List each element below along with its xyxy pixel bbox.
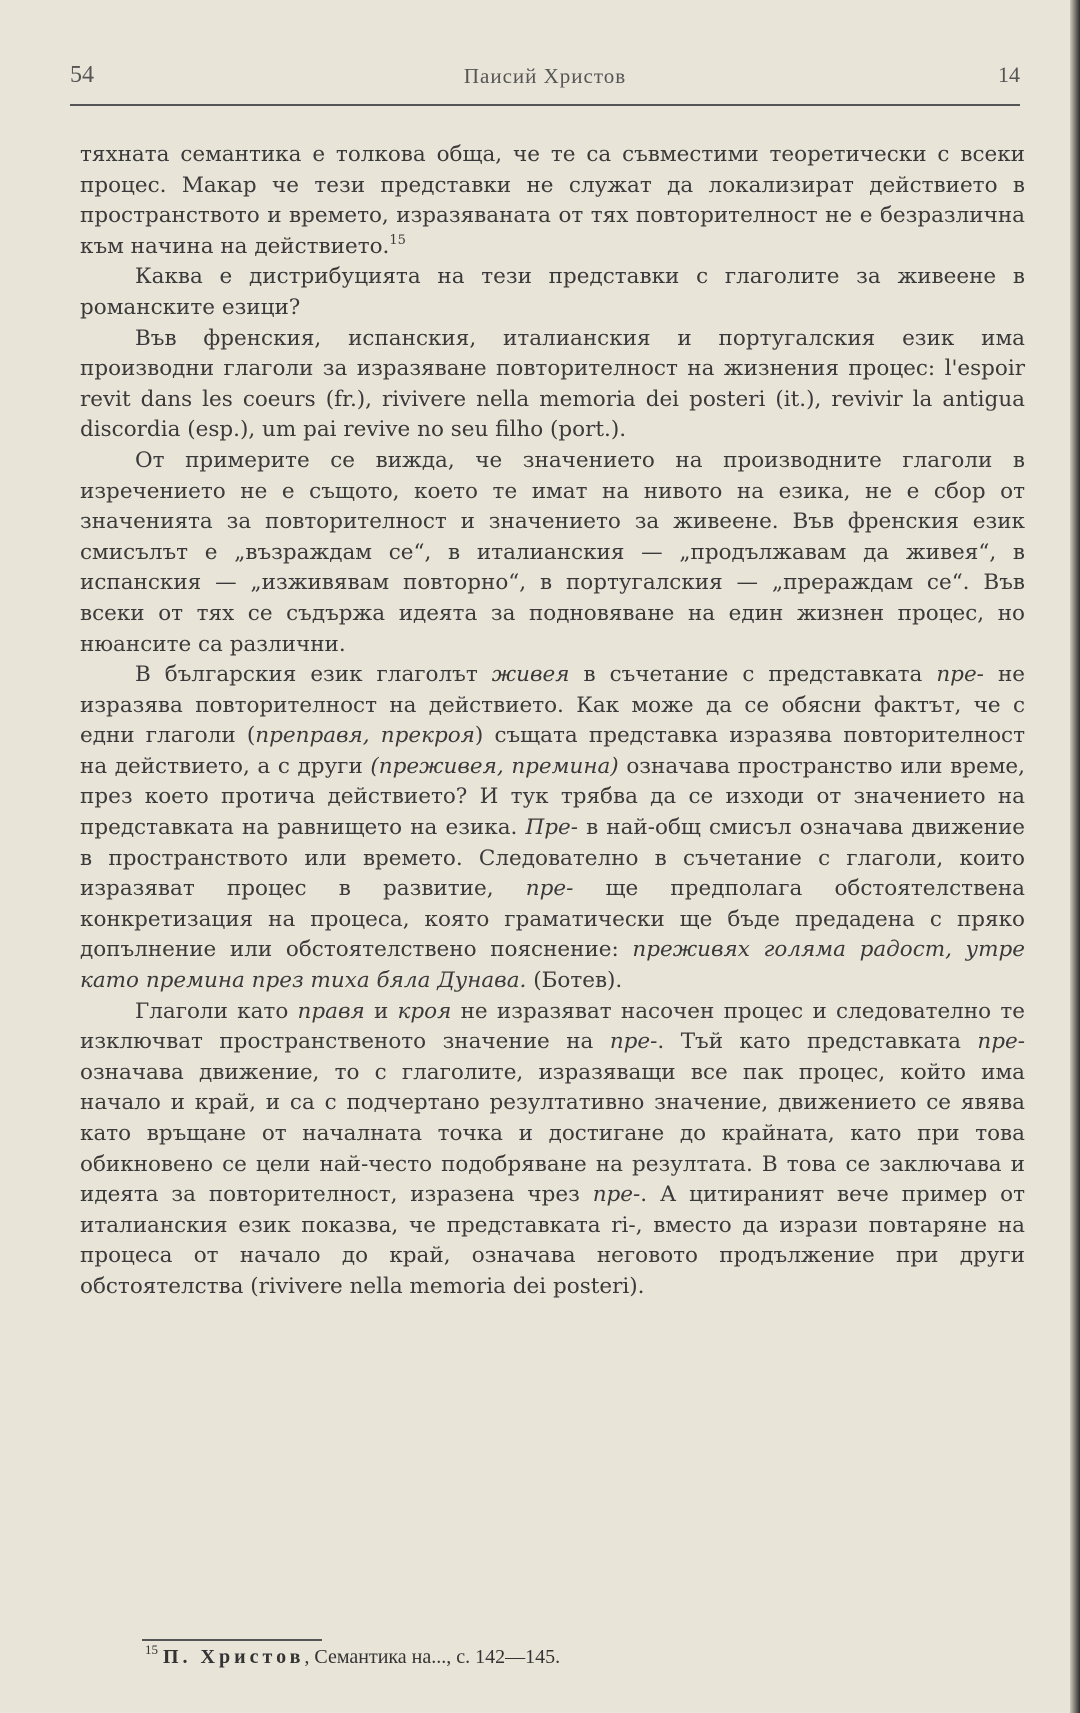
body-text: [80, 140, 1025, 1303]
italic-term: кроя: [397, 998, 452, 1024]
paragraph-p5: [80, 660, 1025, 997]
text-run: В българския език глаголът: [135, 662, 492, 688]
italic-term: пре-: [525, 876, 574, 902]
text-run: От примерите се вижда, че значението на производните глаголи в изречението не е същото, което те имат на нивото на езика, не е сбор от значенията за повторителност и значението за живеене. Във френския език смисълът е „възраждам се“, в италианския — „продължавам да живея“, в испанския — „изживявам повторно“, в португалския — „прераждам се“. Във всеки от тях се съдържа идеята за подновяване на един жизнен процес, но нюансите са различни.: [80, 447, 1025, 657]
page-number: 54: [70, 62, 94, 88]
italic-term: пре-: [977, 1029, 1025, 1055]
text-run: Във френския, испанския, италианския и португалския език има производни глаголи за изразяване повторителност на жизнения процес: l'espoir revit dans les coeurs (fr.), rivivere nella memoria dei posteri (it.), revivir la antigua discordia (esp.), um pai revive no seu filho (port.).: [80, 325, 1025, 443]
italic-term: пре-: [592, 1182, 641, 1208]
text-run: не изразяват насочен процес и следователно те изключват пространственото значение на: [80, 998, 1025, 1055]
italic-term: преживях голяма радост, утре като премина през тиха бяла Дунава.: [80, 937, 1025, 994]
footnote-ref: 15: [389, 232, 406, 248]
section-number: 14: [998, 62, 1020, 87]
text-run: Глаголи като: [135, 998, 298, 1024]
footnote-rule: [142, 1639, 322, 1641]
italic-term: пре-: [936, 662, 984, 688]
italic-term: преправя, прекроя: [255, 723, 475, 749]
text-run: ) същата представка изразява повторителност на действието, а с други: [80, 723, 1025, 779]
paragraph-p2: [80, 262, 1025, 323]
footnote-number: 15: [145, 1642, 158, 1657]
text-run: и: [364, 998, 398, 1024]
text-run: в съчетание с представката: [569, 662, 937, 688]
text-run: . А цитираният вече пример от италианския език показва, че представката ri-, вместо да изрази повтаряне на процеса от начало до край, означава неговото продължение при други обстоятелства (rivivere nella memoria dei posteri).: [80, 1182, 1026, 1299]
footnote: [145, 1642, 1005, 1669]
footnote-text: , Семантика на..., с. 142—145.: [304, 1646, 561, 1668]
text-run: ще предполага обстоятелствена конкретизация на процеса, която граматически ще бъде предадена с пряко допълнение или обстоятелствено пояснение:: [80, 876, 1026, 963]
running-title: Паисий Христов: [463, 64, 627, 88]
text-run: . Тъй като представката: [657, 1029, 978, 1055]
text-run: (Ботев).: [526, 968, 623, 994]
paragraph-p4: [80, 446, 1025, 660]
italic-term: (преживея, премина): [370, 753, 619, 779]
page-edge-shadow: [1070, 0, 1080, 1713]
paragraph-p6: [80, 997, 1025, 1303]
italic-term: пре-: [609, 1029, 658, 1055]
text-run: в най-общ смисъл означава движение в пространството или времето. Следователно в съчетание с глаголи, които изразяват процес в развитие,: [80, 815, 1025, 902]
paragraph-p3: [80, 324, 1025, 446]
text-run: тяхната семантика е толкова обща, че те са съвместими теоретически с всеки процес. Макар че тези представки не служат да локализират действието в пространството и времето, изразяваната от тях повторителност не е безразлична към начина на действието.: [80, 142, 1025, 259]
italic-term: правя: [297, 998, 365, 1024]
running-head: [70, 62, 1020, 98]
header-rule: [70, 104, 1020, 106]
text-run: Каква е дистрибуцията на тези представки с глаголите за живеене в романските езици?: [80, 264, 1025, 320]
footnote-author: П. Христов: [163, 1646, 305, 1668]
text-run: означава пространство или време, през което протича действието? И тук трябва да се изходи от значението на представката на равнището на езика.: [80, 753, 1025, 841]
text-run: не изразява повторителност на действието. Как може да се обясни фактът, че с едни глаголи (: [80, 662, 1025, 749]
italic-term: живея: [491, 662, 570, 688]
paragraph-p1: [80, 140, 1025, 262]
text-run: означава движение, то с глаголите, изразяващи все пак процес, който има начало и край, и са с подчертано резултативно значение, движението се явява като връщане от началната точка и достигане до крайната, като при това обикновено се цели най-често подобряване на резултата. В това се заключава и идеята за повторителност, изразена чрез: [80, 1059, 1025, 1208]
italic-term: Пре-: [525, 815, 578, 841]
